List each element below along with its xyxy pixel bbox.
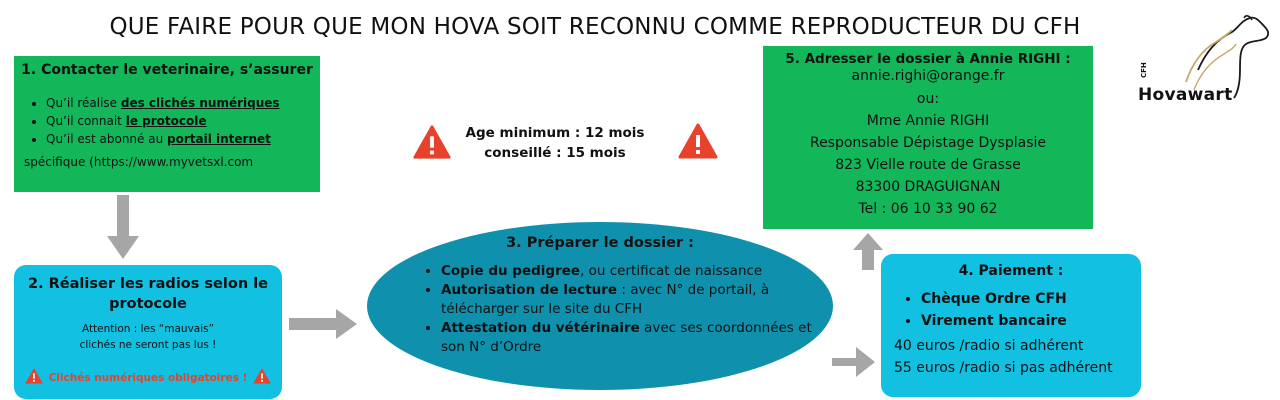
- arrow-up: [853, 233, 883, 270]
- step2-warning-text: Clichés numériques obligatoires !: [48, 372, 248, 384]
- list-item-strong: des clichés numériques: [120, 96, 280, 110]
- step2-box: [14, 265, 282, 399]
- step2-note-line1: Attention : les “mauvais”: [81, 323, 215, 335]
- list-item-text: : avec N° de portail, à télécharger sur le site du CFH: [441, 282, 770, 317]
- contact-or: ou:: [916, 91, 940, 107]
- list-item-text: avec ses coordonnées et son N° d’Ordre: [441, 320, 812, 355]
- list-item: [441, 281, 821, 319]
- hovawart-logo: [1136, 12, 1276, 107]
- logo-brand: Hovawart: [1138, 85, 1233, 105]
- step1-list: [30, 94, 326, 148]
- contact-tel: Tel : 06 10 33 90 62: [858, 201, 998, 217]
- step3-list: [423, 262, 821, 357]
- contact-name: Mme Annie RIGHI: [866, 113, 990, 129]
- list-item-strong: le protocole: [125, 114, 207, 128]
- step2-title-line2: protocole: [109, 296, 187, 312]
- price-non-member: 55 euros /radio si pas adhérent: [894, 360, 1113, 376]
- list-item-text: Qu’il réalise: [46, 96, 121, 110]
- step5-box: [763, 46, 1093, 229]
- warning-icon: [25, 368, 43, 384]
- list-item-text: Qu’il connait: [46, 114, 126, 128]
- list-item-strong: Attestation du vétérinaire: [441, 320, 640, 336]
- step1-item3-continuation: spécifique (https://www.myvetsxl.com: [24, 155, 254, 169]
- contact-street: 823 Vielle route de Grasse: [835, 157, 1021, 173]
- warning-icon: [413, 124, 451, 160]
- list-item-strong: Autorisation de lecture: [441, 282, 618, 298]
- warning-icon: [253, 368, 271, 384]
- age-minimum: Age minimum : 12 mois: [465, 125, 645, 141]
- arrow-down: [107, 195, 139, 259]
- step4-title: 4. Paiement :: [958, 263, 1064, 279]
- page-title: QUE FAIRE POUR QUE MON HOVA SOIT RECONNU COMME REPRODUCTEUR DU CFH: [109, 14, 1081, 40]
- contact-email: annie.righi@orange.fr: [851, 68, 1005, 84]
- contact-city: 83300 DRAGUIGNAN: [855, 179, 1001, 195]
- list-item: [441, 262, 821, 281]
- price-member: 40 euros /radio si adhérent: [894, 338, 1084, 354]
- age-requirement: [455, 123, 655, 163]
- list-item: [46, 130, 326, 148]
- step2-title-line1: 2. Réaliser les radios selon le: [27, 276, 268, 292]
- list-item: [46, 94, 326, 112]
- step1-title: 1. Contacter le veterinaire, s’assurer: [21, 62, 313, 78]
- list-item-strong: portail internet: [167, 132, 271, 146]
- step2-warning: [14, 368, 282, 384]
- warning-icon: [678, 122, 718, 160]
- age-recommended: conseillé : 15 mois: [484, 145, 626, 161]
- step5-title: 5. Adresser le dossier à Annie RIGHI :: [785, 51, 1071, 67]
- list-item: • Virement bancaire: [921, 310, 1067, 332]
- list-item: [46, 112, 326, 130]
- step3-ellipse: [367, 222, 833, 390]
- step4-box: [881, 254, 1141, 397]
- arrow-right: [832, 347, 875, 377]
- step4-list: [903, 288, 1067, 332]
- step3-title: 3. Préparer le dossier :: [506, 235, 694, 251]
- step2-title: [14, 274, 282, 314]
- contact-role: Responsable Dépistage Dysplasie: [809, 135, 1047, 151]
- logo-cfh: CFH: [1140, 62, 1148, 78]
- list-item-text: , ou certificat de naissance: [580, 263, 763, 279]
- step2-note-line2: clichés ne seront pas lus !: [79, 339, 217, 351]
- list-item-text: Qu’il est abonné au: [46, 132, 167, 146]
- step1-box: [14, 56, 320, 192]
- list-item: [441, 319, 821, 357]
- step2-note: [14, 321, 282, 353]
- arrow-right: [289, 309, 357, 339]
- list-item-strong: Copie du pedigree: [441, 263, 581, 279]
- list-item: • Chèque Ordre CFH: [921, 288, 1067, 310]
